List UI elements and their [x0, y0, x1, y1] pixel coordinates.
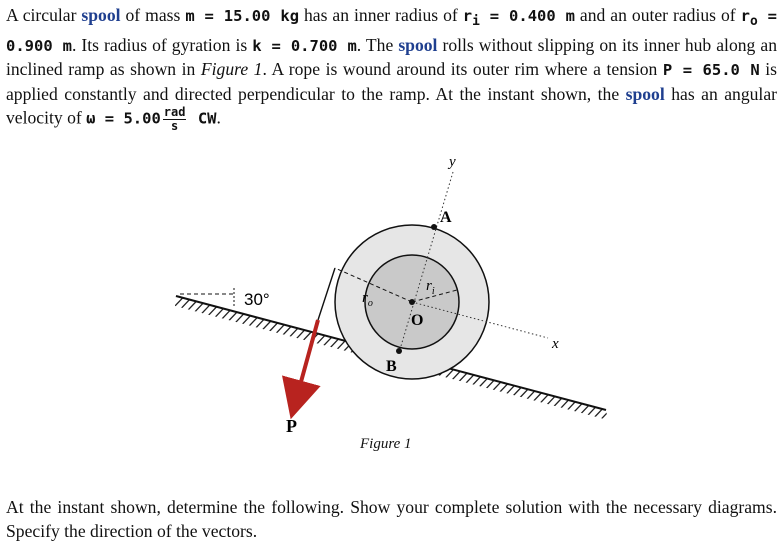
tension-value: P = 65.0 N [662, 61, 760, 80]
inner-radius-value [462, 7, 575, 30]
hatch-line [167, 294, 176, 306]
figure-1-diagram [0, 140, 783, 440]
keyword-spool: spool [81, 5, 121, 25]
text-span: . Its radius of gyration is [71, 34, 253, 55]
point-A-label: A [440, 209, 452, 226]
x-axis-label: x [552, 336, 559, 352]
omega-value: ω = 5.00 [86, 109, 161, 128]
text-span: is applied constantly and directed perpendicular to the ramp. At the instant shown, the [6, 59, 777, 104]
figure-reference: Figure 1 [200, 59, 263, 80]
force-P-arrow [296, 320, 318, 400]
gyration-value: k = 0.700 m [252, 36, 357, 55]
value: = 0.400 m [479, 7, 575, 25]
outer-radius-label: $r_o$ [362, 290, 373, 309]
task-instructions: At the instant shown, determine the following. Show your complete solution with the necessary diagrams. Specify the direction of the vectors. [6, 497, 777, 541]
angle-label: 30° [244, 290, 270, 309]
point-B-label: B [386, 358, 397, 375]
subscript: o [749, 14, 758, 30]
point-B [396, 348, 402, 354]
fraction-numerator: rad [163, 105, 186, 120]
force-P-label: P [286, 416, 297, 436]
text-span: of mass [120, 5, 186, 25]
text-span: has an angular velocity of [6, 83, 777, 128]
keyword-spool: spool [398, 34, 438, 55]
inner-radius-label: $r_i$ [426, 278, 435, 297]
y-axis-label: y [449, 154, 456, 170]
point-O [409, 299, 415, 305]
subscript: i [472, 14, 480, 30]
figure-caption: Figure 1 [360, 436, 412, 452]
text-span: . [216, 107, 221, 128]
mass-value: m = 15.00 kg [185, 7, 300, 25]
hatch-line [600, 409, 609, 421]
symbol: r [740, 7, 750, 25]
rope [318, 268, 335, 320]
point-O-label: O [411, 312, 424, 329]
text-span: and an outer radius of [574, 5, 741, 25]
symbol: r [462, 7, 473, 25]
text-span: rolls without slipping on its inner hub along an inclined ramp as shown in [6, 34, 777, 80]
text-span: A circular [6, 5, 82, 25]
text-span: has an inner radius of [299, 5, 463, 25]
problem-statement [6, 4, 777, 133]
text-span: . The [356, 34, 399, 55]
omega-unit-fraction [163, 106, 187, 133]
point-A [431, 224, 437, 230]
text-span: . A rope is wound around its outer rim where a tension [262, 59, 663, 80]
value: = 0.900 m [6, 7, 777, 55]
keyword-spool: spool [625, 83, 665, 104]
fraction-denominator: s [171, 119, 179, 134]
omega-direction: CW [188, 109, 217, 128]
